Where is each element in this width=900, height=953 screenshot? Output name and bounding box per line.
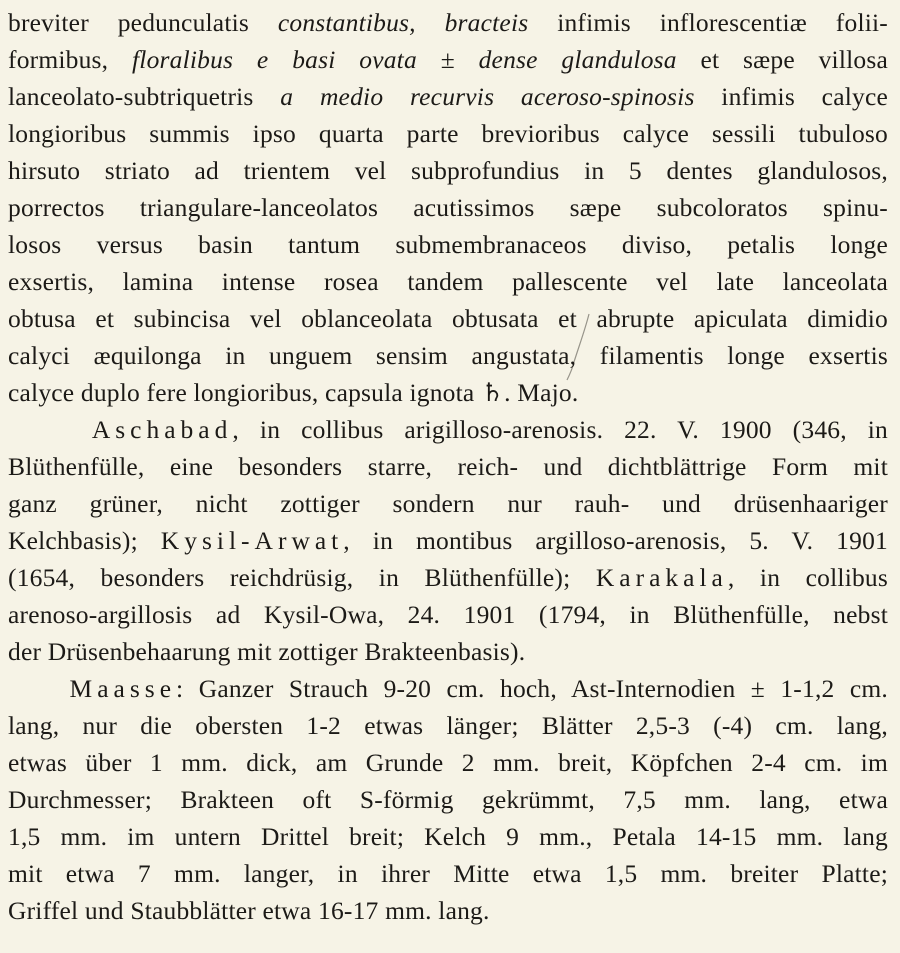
spaced-locality: Kysil-Arwat [160,526,344,555]
text-line [8,559,888,596]
text-segment [8,674,70,703]
text-segment: lanceolato-subtriquetris [8,82,281,111]
text-segment: Blüthenfülle, eine besonders starre, reich- und dichtblättrige Form mit [8,452,888,481]
italic-phrase: constantibus, bracteis [277,8,529,37]
text-segment: Durchmesser; Brakteen oft S-förmig gekrümmt, 7,5 mm. lang, etwa [8,785,888,814]
italic-phrase: a medio recurvis aceroso-spinosis [280,82,695,111]
text-segment: : Ganzer Strauch 9-20 cm. hoch, Ast-Internodien ± 1-1,2 cm. [176,674,888,703]
text-segment: 1,5 mm. im untern Drittel breit; Kelch 9 mm., Petala 14-15 mm. lang [8,822,888,851]
spaced-locality: Aschabad [91,415,233,444]
text-segment: mit etwa 7 mm. langer, in ihrer Mitte etwa 1,5 mm. breiter Platte; [8,859,888,888]
text-segment: et sæpe villosa [676,45,888,74]
text-line [8,707,888,744]
text-line [8,744,888,781]
text-segment: longioribus summis ipso quarta parte brevioribus calyce sessili tubuloso [8,119,888,148]
text-line [8,892,888,929]
text-segment: infimis inflorescentiæ folii- [528,8,888,37]
text-segment: hirsuto striato ad trientem vel subprofundius in 5 dentes glandulosos, [8,156,888,185]
text-segment [8,415,92,444]
text-segment: arenoso-argillosis ad Kysil-Owa, 24. 1901 (1794, in Blüthenfülle, nebst [8,600,888,629]
text-line [8,152,888,189]
text-segment: calyce duplo fere longioribus, capsula ignota ♄. Majo. [8,378,579,407]
text-segment: losos versus basin tantum submembranaceos diviso, petalis longe [8,230,888,259]
text-line [8,448,888,485]
text-line [8,596,888,633]
text-segment: Kelchbasis); [8,526,161,555]
text-segment: Griffel und Staubblätter etwa 16-17 mm. lang. [8,896,490,925]
text-line [8,300,888,337]
text-segment: porrectos triangulare-lanceolatos acutissimos sæpe subcoloratos spinu- [8,193,888,222]
text-line [8,4,888,41]
text-line [8,522,888,559]
text-segment: lang, nur die obersten 1-2 etwas länger; Blätter 2,5-3 (-4) cm. lang, [8,711,888,740]
text-line [8,374,888,411]
text-segment: calyci æquilonga in unguem sensim angustata, filamentis longe exsertis [8,341,888,370]
text-segment: (1654, besonders reichdrüsig, in Blüthenfülle); [8,563,596,592]
text-segment: , in montibus argilloso-arenosis, 5. V. 1901 [343,526,888,555]
text-line [8,411,888,448]
text-line [8,633,888,670]
text-line [8,78,888,115]
text-line [8,855,888,892]
text-line [8,41,888,78]
text-segment: exsertis, lamina intense rosea tandem pallescente vel late lanceolata [8,267,888,296]
text-line [8,485,888,522]
text-line [8,818,888,855]
text-segment: infimis calyce [694,82,888,111]
text-line [8,226,888,263]
text-segment: ganz grüner, nicht zottiger sondern nur rauh- und drüsenhaariger [8,489,888,518]
text-segment: breviter pedunculatis [8,8,278,37]
text-line [8,263,888,300]
spaced-locality: Maasse [69,674,177,703]
text-line [8,115,888,152]
text-segment: etwas über 1 mm. dick, am Grunde 2 mm. breit, Köpfchen 2-4 cm. im [8,748,888,777]
text-segment: formibus, [8,45,132,74]
text-segment: , in collibus arigilloso-arenosis. 22. V. 1900 (346, in [232,415,888,444]
italic-phrase: floralibus e basi ovata ± dense glandulosa [132,45,677,74]
text-segment: obtusa et subincisa vel oblanceolata obtusata et abrupte apiculata dimidio [8,304,888,333]
text-line [8,781,888,818]
text-line [8,189,888,226]
spaced-locality: Karakala [595,563,728,592]
text-line [8,337,888,374]
text-segment: , in collibus [727,563,889,592]
text-segment: der Drüsenbehaarung mit zottiger Brakteenbasis). [8,637,526,666]
text-line [8,670,888,707]
